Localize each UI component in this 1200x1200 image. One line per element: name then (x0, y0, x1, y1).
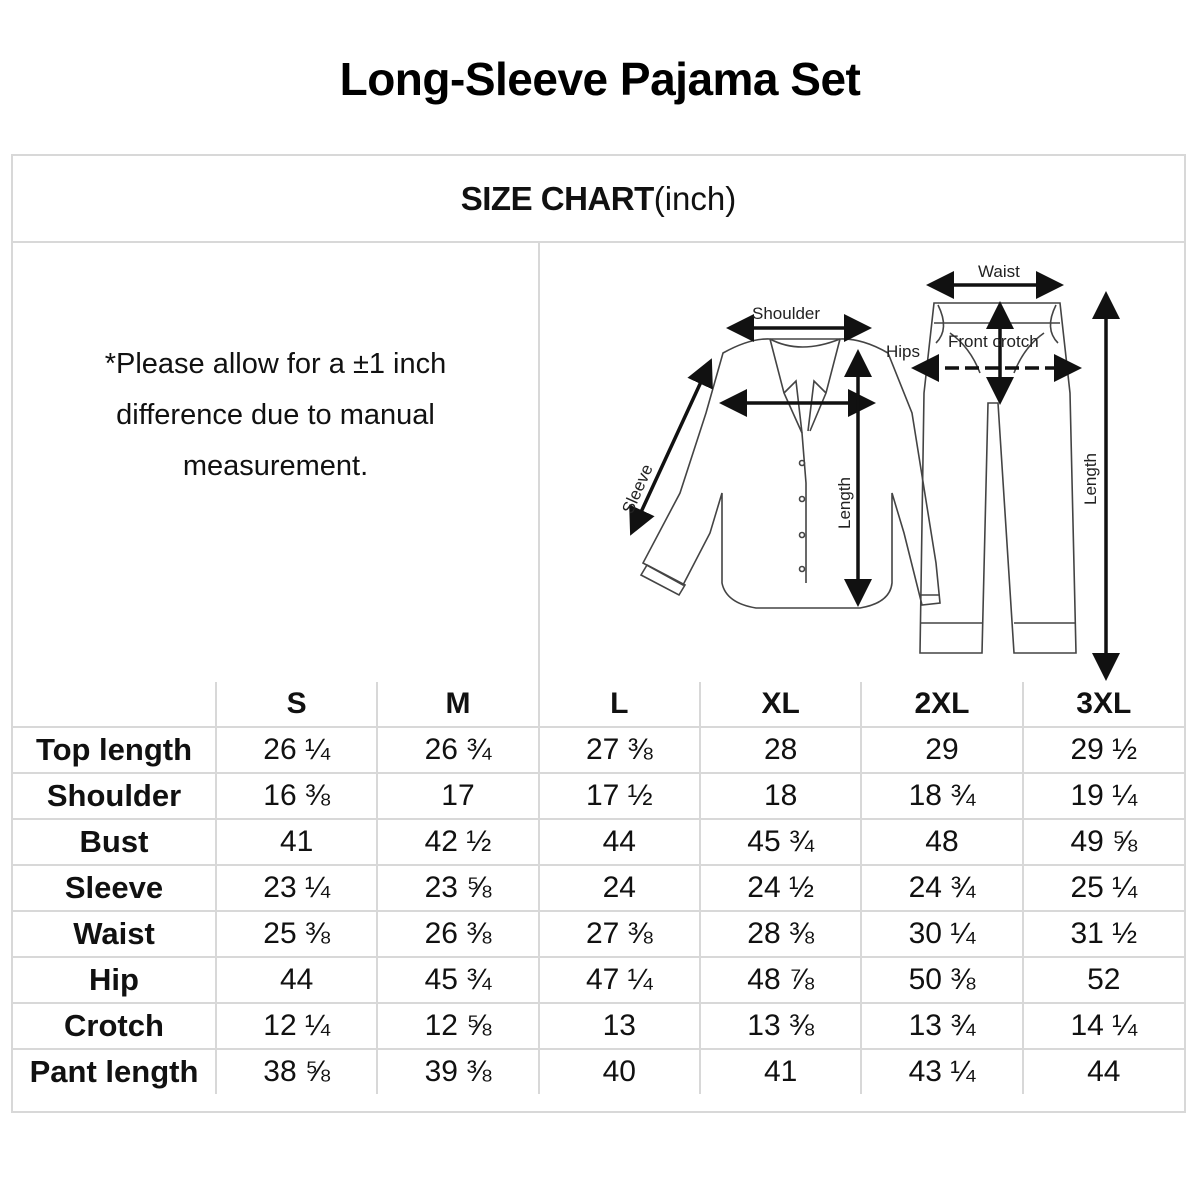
table-cell: 24 ¾ (861, 865, 1022, 911)
table-cell: 27 ⅜ (539, 727, 700, 773)
size-header: 3XL (1023, 682, 1184, 727)
size-chart-heading-label: SIZE CHART (460, 179, 654, 217)
table-cell: 17 ½ (539, 773, 700, 819)
sleeve-label: Sleeve (618, 461, 657, 517)
table-cell: 24 (539, 865, 700, 911)
table-cell: 13 ¾ (861, 1003, 1022, 1049)
row-label: Hip (13, 957, 216, 1003)
waist-label: Waist (978, 262, 1020, 281)
table-cell: 48 (861, 819, 1022, 865)
page-title: Long-Sleeve Pajama Set (339, 53, 861, 105)
table-cell: 26 ¾ (377, 727, 538, 773)
table-cell: 41 (216, 819, 377, 865)
size-header: S (216, 682, 377, 727)
size-header: XL (700, 682, 861, 727)
table-cell: 14 ¼ (1023, 1003, 1184, 1049)
table-cell: 12 ⅝ (377, 1003, 538, 1049)
table-cell: 23 ¼ (216, 865, 377, 911)
table-cell: 40 (539, 1049, 700, 1094)
size-header: M (377, 682, 538, 727)
table-cell: 31 ½ (1023, 911, 1184, 957)
table-cell: 19 ¼ (1023, 773, 1184, 819)
table-cell: 42 ½ (377, 819, 538, 865)
table-row (13, 727, 1184, 773)
row-label: Shoulder (13, 773, 216, 819)
table-cell: 45 ¾ (700, 819, 861, 865)
table-cell: 48 ⅞ (700, 957, 861, 1003)
table-row (13, 1003, 1184, 1049)
table-cell: 24 ½ (700, 865, 861, 911)
table-cell: 43 ¼ (861, 1049, 1022, 1094)
shoulder-label: Shoulder (752, 304, 821, 323)
shirt-illustration (641, 339, 940, 608)
table-cell: 13 ⅜ (700, 1003, 861, 1049)
table-cell: 45 ¾ (377, 957, 538, 1003)
table-cell: 44 (1023, 1049, 1184, 1094)
size-chart (11, 154, 1186, 1113)
table-row (13, 773, 1184, 819)
table-cell: 23 ⅝ (377, 865, 538, 911)
table-cell: 12 ¼ (216, 1003, 377, 1049)
front-crotch-label: Front crotch (948, 332, 1039, 351)
size-table (13, 682, 1184, 1094)
row-label: Bust (13, 819, 216, 865)
table-cell: 28 (700, 727, 861, 773)
table-cell: 18 (700, 773, 861, 819)
table-cell: 26 ¼ (216, 727, 377, 773)
note-cell (13, 243, 540, 684)
table-cell: 52 (1023, 957, 1184, 1003)
table-cell: 17 (377, 773, 538, 819)
row-label: Top length (13, 727, 216, 773)
table-cell: 28 ⅜ (700, 911, 861, 957)
size-chart-heading (13, 156, 1184, 243)
row-label: Crotch (13, 1003, 216, 1049)
table-row (13, 911, 1184, 957)
table-row (13, 819, 1184, 865)
table-cell: 38 ⅝ (216, 1049, 377, 1094)
corner-cell (13, 682, 216, 727)
measurement-diagram (540, 243, 1186, 684)
top-length-label: Length (835, 477, 854, 529)
size-chart-unit: (inch) (653, 179, 737, 217)
row-label: Waist (13, 911, 216, 957)
table-cell: 25 ¼ (1023, 865, 1184, 911)
measurement-note: *Please allow for a ±1 inch difference due to manual measurement. (104, 348, 447, 482)
table-cell: 47 ¼ (539, 957, 700, 1003)
table-cell: 25 ⅜ (216, 911, 377, 957)
table-cell: 44 (539, 819, 700, 865)
size-header: 2XL (861, 682, 1022, 727)
table-cell: 13 (539, 1003, 700, 1049)
table-cell: 30 ¼ (861, 911, 1022, 957)
pant-length-label: Length (1081, 453, 1100, 505)
row-label: Sleeve (13, 865, 216, 911)
table-cell: 41 (700, 1049, 861, 1094)
table-cell: 26 ⅜ (377, 911, 538, 957)
table-cell: 27 ⅜ (539, 911, 700, 957)
table-cell: 49 ⅝ (1023, 819, 1184, 865)
table-cell: 29 ½ (1023, 727, 1184, 773)
table-cell: 18 ¾ (861, 773, 1022, 819)
hips-label: Hips (886, 342, 921, 361)
pajama-diagram-svg (540, 243, 1186, 684)
size-header: L (539, 682, 700, 727)
table-row (13, 1049, 1184, 1094)
size-header-row (13, 682, 1184, 727)
table-cell: 16 ⅜ (216, 773, 377, 819)
row-label: Pant length (13, 1049, 216, 1094)
table-row (13, 865, 1184, 911)
table-cell: 44 (216, 957, 377, 1003)
table-cell: 50 ⅜ (861, 957, 1022, 1003)
table-cell: 29 (861, 727, 1022, 773)
table-row (13, 957, 1184, 1003)
pants-illustration (920, 303, 1076, 653)
table-cell: 39 ⅜ (377, 1049, 538, 1094)
